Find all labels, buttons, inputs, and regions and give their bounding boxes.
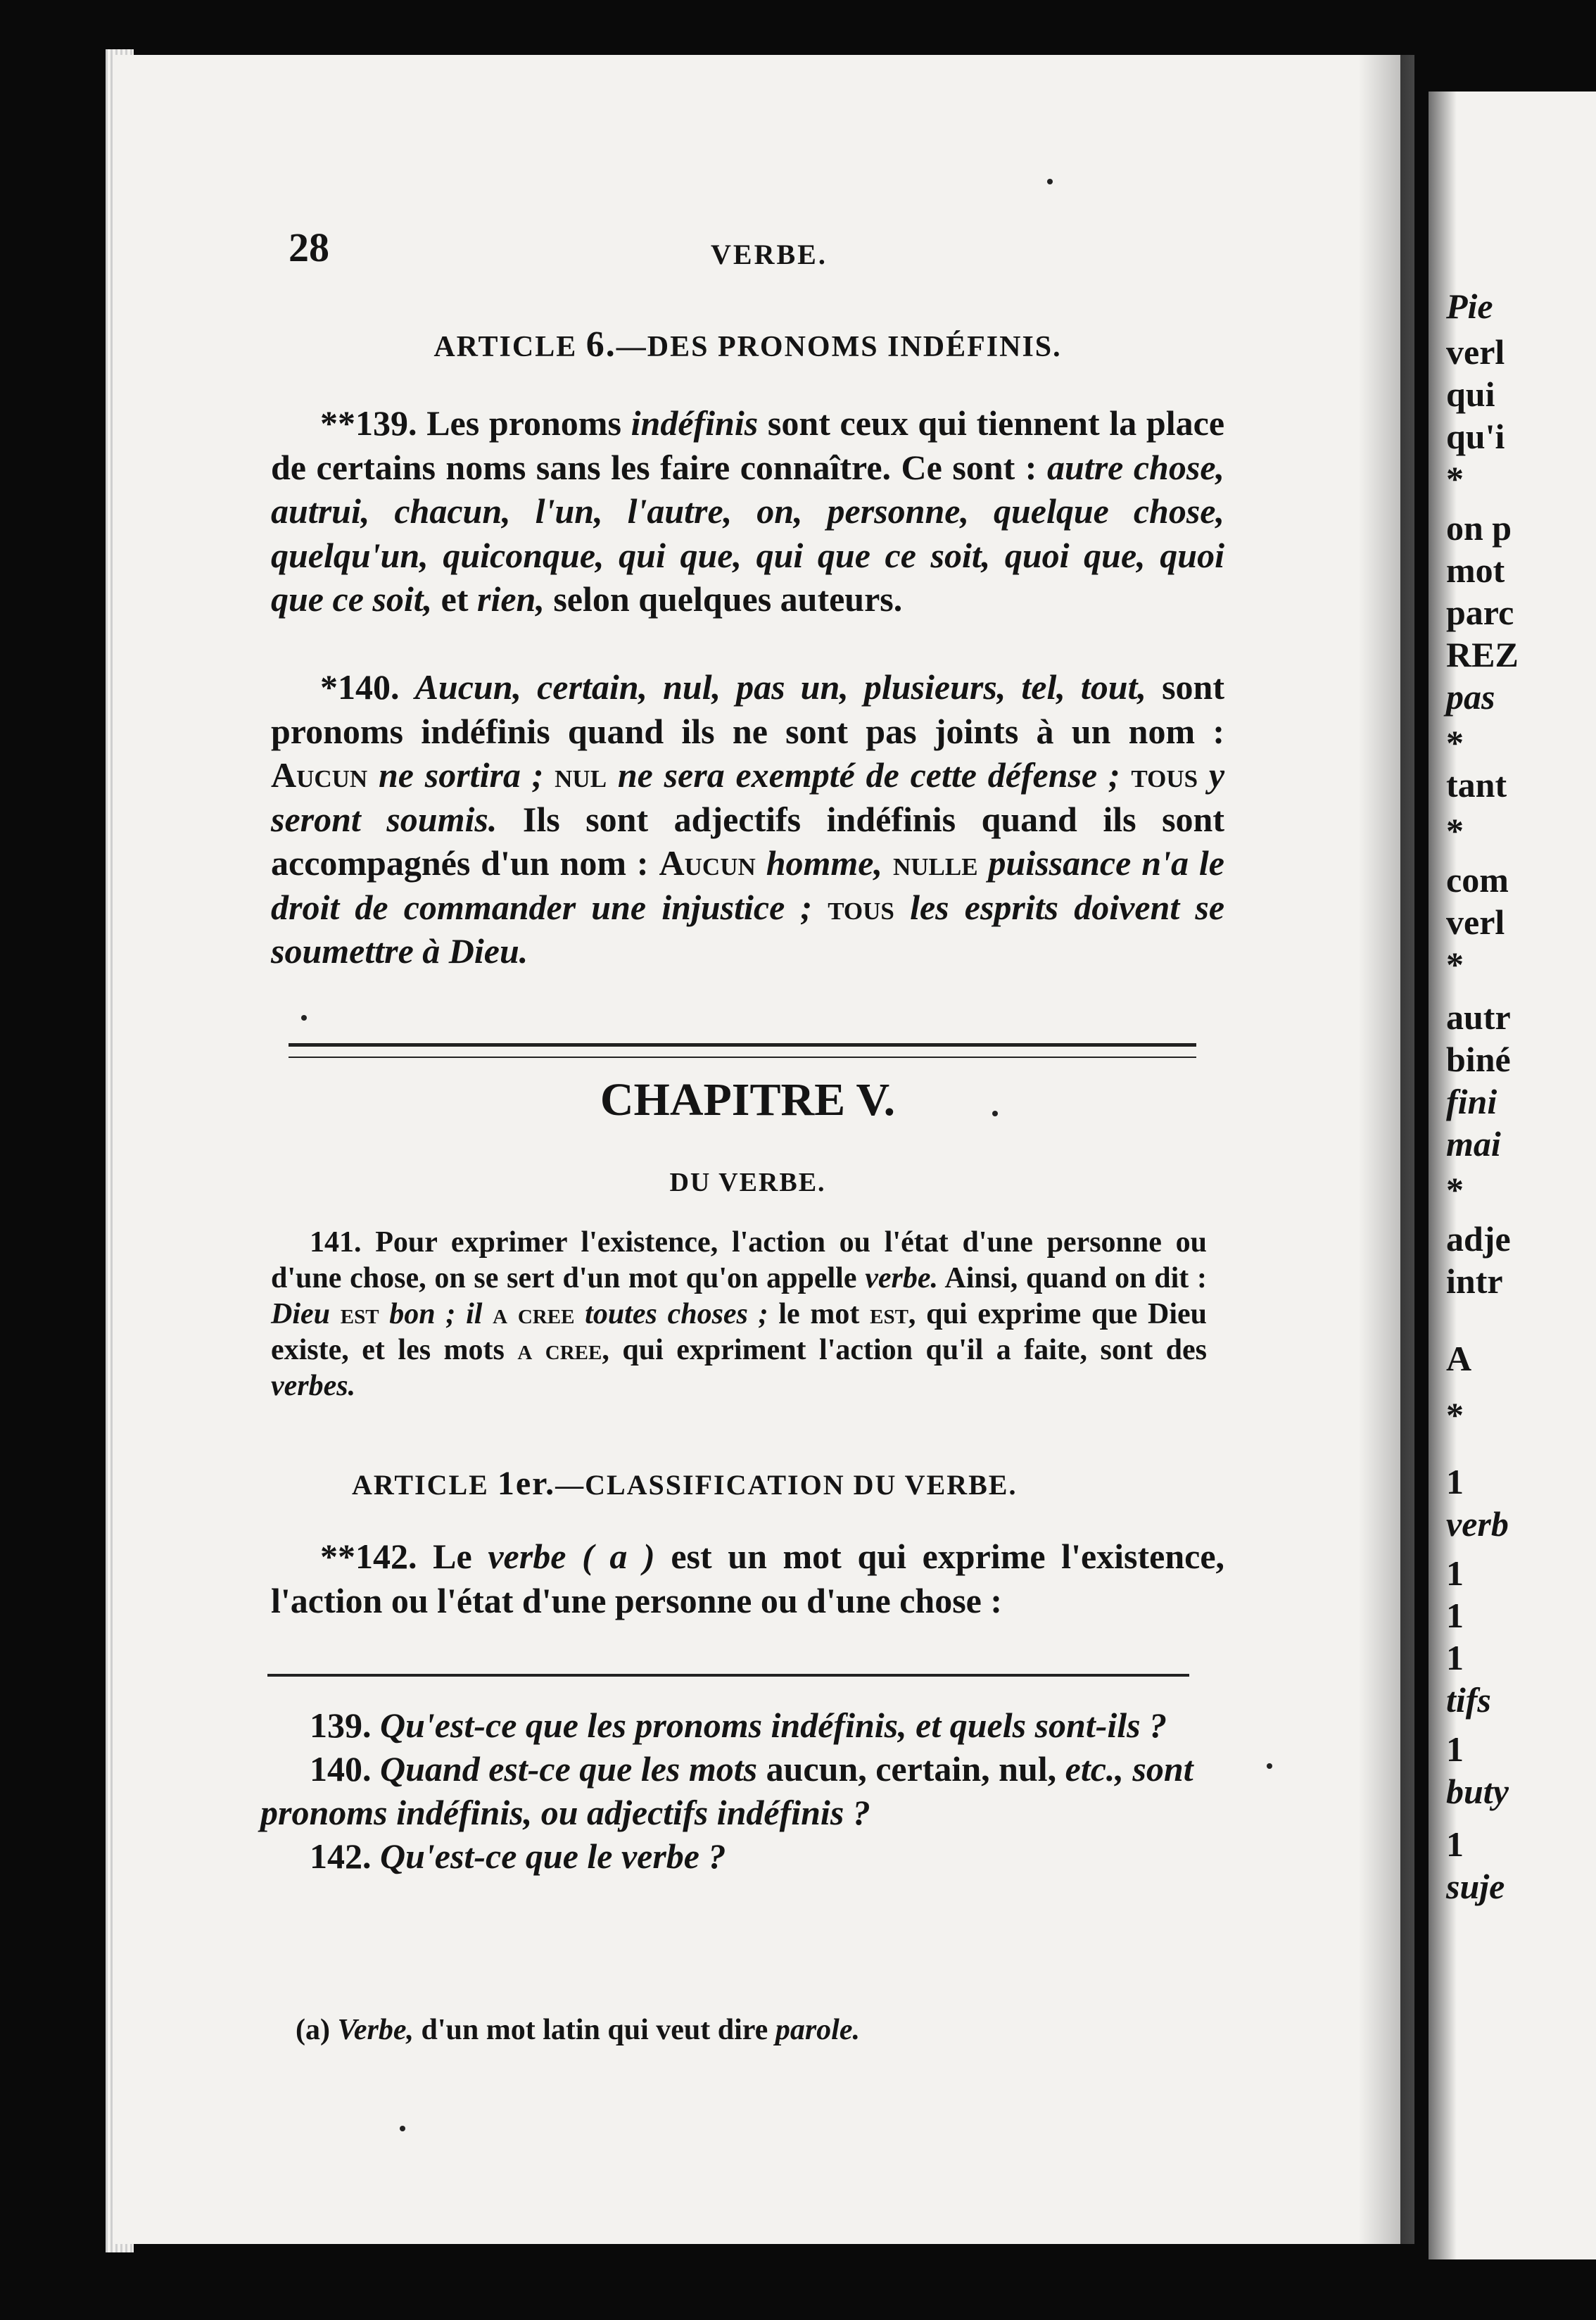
- text: et: [441, 579, 469, 619]
- text: Ainsi, quand on dit :: [944, 1262, 1208, 1294]
- right-page: [1429, 92, 1596, 2259]
- footnote-reference: ( a ): [582, 1537, 655, 1576]
- paragraph-141: [271, 1225, 1207, 1404]
- italic-text: ne sortira ;: [379, 755, 544, 795]
- text: le mot: [778, 1298, 860, 1330]
- text: Les pronoms: [426, 403, 621, 443]
- right-page-fragment: *: [1446, 811, 1464, 850]
- italic-text: y seront soumis.: [271, 755, 1225, 839]
- question-text: etc., sont pronoms indéfinis, ou adjectifs indéfinis ?: [260, 1749, 1193, 1832]
- article-number: 1er.: [497, 1465, 556, 1502]
- questions-divider: [267, 1674, 1189, 1677]
- text: qui exprime que Dieu existe, et les mots: [271, 1298, 1208, 1366]
- italic-text: homme,: [766, 843, 882, 883]
- right-page-fragment: suje: [1446, 1867, 1505, 1906]
- small-caps-text: nulle: [892, 843, 978, 883]
- italic-text: puissance n'a le droit de commander une injustice ;: [271, 843, 1224, 927]
- question-139: [260, 1703, 1196, 1747]
- right-page-fragment: biné: [1446, 1040, 1511, 1079]
- right-page-fragment: *: [1446, 1395, 1464, 1435]
- question-142: [260, 1834, 1196, 1878]
- paragraph-142: [271, 1534, 1224, 1622]
- footnote-text: d'un mot latin qui veut dire: [421, 2014, 768, 2046]
- text: qui expriment l'action qu'il a faite, sont des: [622, 1334, 1208, 1366]
- italic-text: verbe: [488, 1537, 566, 1576]
- question-number: 140.: [310, 1749, 372, 1789]
- right-page-fragment: *: [1446, 723, 1464, 762]
- article-title: —CLASSIFICATION DU VERBE.: [555, 1469, 1018, 1501]
- footnote-marker: (a): [296, 2014, 330, 2046]
- paragraph-number: **139.: [320, 403, 417, 443]
- italic-text: ne sera exempté de cette défense ;: [617, 755, 1120, 795]
- text: Ils sont adjectifs indéfinis quand ils sont accompagnés d'un nom :: [271, 799, 1224, 883]
- spine-shadow: [1358, 55, 1414, 2244]
- italic-text: verbes.: [271, 1370, 356, 1402]
- chapter-subtitle: DU VERBE.: [669, 1168, 826, 1197]
- right-page-fragment: 1: [1446, 1824, 1464, 1864]
- paragraph-number: *140.: [320, 667, 400, 707]
- italic-text: Aucun, certain, nul, pas un, plusieurs, tel, tout,: [414, 667, 1147, 707]
- questions-section: [260, 1703, 1196, 1878]
- italic-text: autre chose, autrui, chacun, l'un, l'autre, on, personne, quelque chose, quelqu'un, quiconque, qui que, qui que ce soit, quoi que, quoi que ce soit,: [271, 447, 1225, 619]
- right-page-fragment: qu'i: [1446, 417, 1505, 456]
- italic-text: toutes choses ;: [585, 1298, 768, 1330]
- right-page-fragment: *: [1446, 459, 1464, 498]
- ink-speck: [301, 1015, 307, 1021]
- right-page-fragment: 1: [1446, 1729, 1464, 1769]
- right-page-fragment: fini: [1446, 1082, 1497, 1121]
- right-page-fragment: mot: [1446, 550, 1505, 590]
- question-term: aucun, certain, nul,: [766, 1749, 1057, 1789]
- right-page-fragment: adje: [1446, 1219, 1511, 1259]
- right-page-fragment: REZ: [1446, 635, 1519, 674]
- right-page-fragment: pas: [1446, 677, 1495, 717]
- small-caps-text: tous: [1131, 755, 1198, 795]
- question-text: Qu'est-ce que les pronoms indéfinis, et quels sont-ils ?: [380, 1706, 1167, 1745]
- right-page-fragment: A: [1446, 1339, 1472, 1378]
- page-number: 28: [289, 225, 329, 270]
- paragraph-number: 141.: [310, 1226, 362, 1259]
- question-number: 139.: [310, 1706, 372, 1745]
- article-number: 6.: [585, 324, 616, 365]
- small-caps-text: Aucun: [271, 755, 368, 795]
- chapter-title: CHAPITRE V.: [600, 1074, 896, 1126]
- right-page-fragment: 1: [1446, 1638, 1464, 1677]
- text: sont ceux qui tiennent la place de certains noms sans les faire connaître. Ce sont :: [271, 403, 1225, 487]
- small-caps-text: tous: [828, 887, 894, 927]
- italic-text: bon ; il: [389, 1298, 483, 1330]
- footnote-term: parole.: [775, 2014, 860, 2046]
- italic-text: les esprits doivent se soumettre à Dieu.: [271, 887, 1225, 971]
- article-6-heading: [271, 324, 1224, 365]
- right-page-fragment: *: [1446, 945, 1464, 984]
- running-head: VERBE.: [711, 239, 828, 270]
- small-caps-text: est: [340, 1298, 379, 1330]
- question-text: Quand est-ce que les mots: [380, 1749, 758, 1789]
- right-page-fragment: 1: [1446, 1553, 1464, 1593]
- footnote-term: Verbe,: [337, 2014, 414, 2046]
- italic-text: rien,: [476, 579, 545, 619]
- article-title: —DES PRONOMS INDÉFINIS.: [616, 331, 1062, 363]
- paragraph-140: [271, 665, 1224, 973]
- right-page-fragment: on p: [1446, 508, 1512, 548]
- paragraph-number: **142.: [320, 1537, 417, 1576]
- text: est un mot qui exprime l'existence, l'action ou l'état d'une personne ou d'une chose :: [271, 1537, 1225, 1620]
- right-page-fragment: buty: [1446, 1772, 1509, 1811]
- right-page-fragment: parc: [1446, 593, 1514, 632]
- right-page-fragment: verl: [1446, 902, 1505, 942]
- text: sont pronoms indéfinis quand ils ne sont pas joints à un nom :: [271, 667, 1224, 751]
- footnote: [296, 2013, 1210, 2047]
- right-page-fragment: intr: [1446, 1261, 1503, 1301]
- right-page-fragment: com: [1446, 860, 1509, 900]
- italic-text: indéfinis: [631, 403, 759, 443]
- small-caps-text: a cree: [493, 1298, 575, 1330]
- section-divider: [289, 1043, 1196, 1058]
- italic-text: verbe.: [865, 1262, 938, 1294]
- right-page-fragment: tifs: [1446, 1680, 1491, 1720]
- right-page-fragment: autr: [1446, 997, 1511, 1037]
- text: Le: [433, 1537, 472, 1576]
- paragraph-139: [271, 401, 1224, 622]
- right-page-fragment: verl: [1446, 332, 1505, 372]
- article-label: ARTICLE: [352, 1469, 489, 1501]
- italic-text: Dieu: [271, 1298, 330, 1330]
- ink-speck: [400, 2126, 405, 2131]
- ink-speck: [1047, 179, 1053, 184]
- small-caps-text: Aucun: [659, 843, 756, 883]
- right-page-fragment: verb: [1446, 1504, 1509, 1544]
- question-text: Qu'est-ce que le verbe ?: [380, 1836, 726, 1876]
- text: Pour exprimer l'existence, l'action ou l'état d'une personne ou d'une chose, on se sert d'un mot qu'on appelle: [271, 1226, 1208, 1294]
- question-140: [260, 1747, 1196, 1834]
- right-page-fragment: mai: [1446, 1124, 1501, 1164]
- right-page-fragment: *: [1446, 1170, 1464, 1209]
- ink-speck: [992, 1111, 998, 1116]
- ink-speck: [1267, 1763, 1272, 1769]
- text: selon quelques auteurs.: [553, 579, 903, 619]
- article-label: ARTICLE: [433, 331, 578, 363]
- small-caps-text: est,: [870, 1298, 916, 1330]
- small-caps-text: a cree,: [517, 1334, 609, 1366]
- right-page-fragment: qui: [1446, 374, 1495, 414]
- question-number: 142.: [310, 1836, 372, 1876]
- left-page: [113, 55, 1400, 2244]
- right-page-fragment: tant: [1446, 765, 1507, 805]
- right-page-fragment: 1: [1446, 1462, 1464, 1501]
- small-caps-text: nul: [555, 755, 607, 795]
- article-1-heading: [352, 1464, 1018, 1503]
- right-page-fragment: 1: [1446, 1596, 1464, 1635]
- right-page-fragment: Pie: [1446, 286, 1493, 326]
